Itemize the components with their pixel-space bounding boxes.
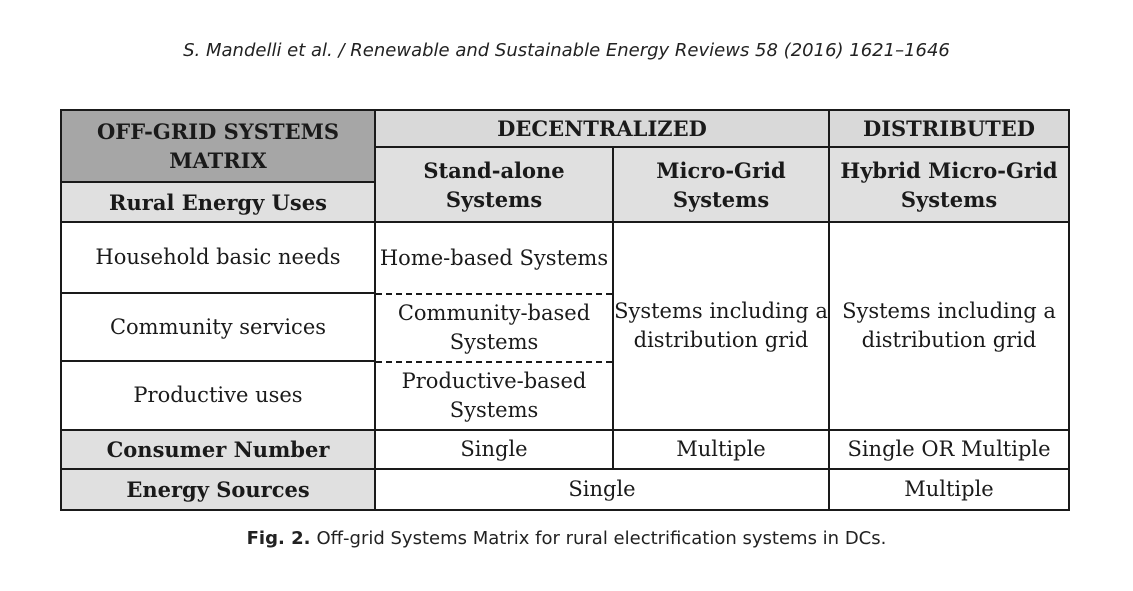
energy-sources-label: Energy Sources xyxy=(61,469,375,510)
journal-citation-header: S. Mandelli et al. / Renewable and Sustainable Energy Reviews 58 (2016) 1621–1646 xyxy=(183,40,950,61)
standalone-use-cells xyxy=(375,222,613,430)
hybrid-systems-cell: Systems including a distribution grid xyxy=(829,222,1069,430)
microgrid-systems-cell: Systems including a distribution grid xyxy=(613,222,829,430)
corner-title-cell xyxy=(61,110,375,182)
productive-based-systems-cell: Productive-based Systems xyxy=(376,361,612,429)
corner-subtitle-cell: Rural Energy Uses xyxy=(61,182,375,222)
consumer-number-standalone: Single xyxy=(375,430,613,469)
energy-sources-decentralized: Single xyxy=(375,469,829,510)
community-based-systems-cell: Community-based Systems xyxy=(376,293,612,361)
column-header-hybrid: Hybrid Micro-Grid Systems xyxy=(829,147,1069,222)
figure-label: Fig. 2. xyxy=(246,528,311,549)
figure-caption xyxy=(0,528,1133,549)
column-header-standalone: Stand-alone Systems xyxy=(375,147,613,222)
home-based-systems-cell: Home-based Systems xyxy=(379,245,609,270)
consumer-number-hybrid: Single OR Multiple xyxy=(829,430,1069,469)
energy-sources-distributed: Multiple xyxy=(829,469,1069,510)
row-label-community: Community services xyxy=(61,293,375,362)
figure-caption-text: Off-grid Systems Matrix for rural electrification systems in DCs. xyxy=(316,528,887,549)
group-header-distributed: DISTRIBUTED xyxy=(829,110,1069,147)
off-grid-systems-matrix-table xyxy=(60,109,1070,511)
consumer-number-label: Consumer Number xyxy=(61,430,375,469)
consumer-number-microgrid: Multiple xyxy=(613,430,829,469)
corner-title: OFF-GRID SYSTEMS MATRIX xyxy=(97,119,339,173)
row-label-household: Household basic needs xyxy=(61,222,375,293)
row-label-productive: Productive uses xyxy=(61,361,375,430)
column-header-microgrid: Micro-Grid Systems xyxy=(613,147,829,222)
group-header-decentralized: DECENTRALIZED xyxy=(375,110,829,147)
